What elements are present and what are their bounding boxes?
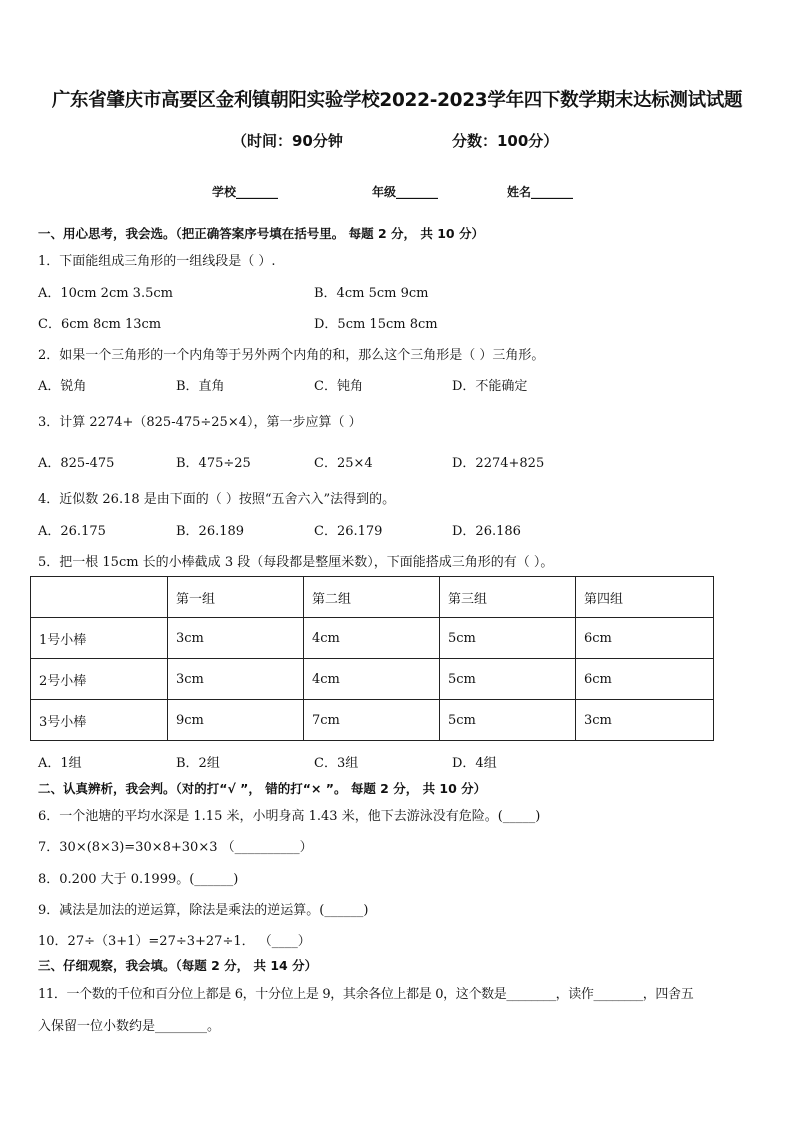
q3-option-b: B．475÷25 xyxy=(176,456,251,471)
table-header-cell: 第二组 xyxy=(304,577,440,618)
table-row xyxy=(31,659,714,700)
q1-option-b: B．4cm 5cm 9cm xyxy=(314,286,429,301)
question-7: 7．30×(8×3)=30×8+30×3 （__________） xyxy=(38,840,313,855)
table-cell: 3号小棒 xyxy=(31,700,168,741)
table-header-cell: 第一组 xyxy=(168,577,304,618)
table-row xyxy=(31,618,714,659)
q4-option-d: D．26.186 xyxy=(452,524,521,539)
question-11-continued: 入保留一位小数约是________。 xyxy=(38,1019,221,1034)
table-header-cell xyxy=(31,577,168,618)
table-cell: 6cm xyxy=(576,659,714,700)
question-1: 1．下面能组成三角形的一组线段是（ ）. xyxy=(38,254,276,269)
name-field: 姓名_______ xyxy=(507,185,574,199)
stick-table xyxy=(30,576,714,741)
q4-option-c: C．26.179 xyxy=(314,524,383,539)
section-2-heading: 二、认真辨析，我会判。（对的打“√ ”， 错的打“× ”。 每题 2 分， 共 10 分） xyxy=(38,781,487,796)
q3-option-a: A．825-475 xyxy=(38,456,115,471)
q5-option-d: D．4组 xyxy=(452,756,497,771)
question-4: 4．近似数 26.18 是由下面的（ ）按照“五舍六入”法得到的。 xyxy=(38,492,396,507)
table-header-cell: 第四组 xyxy=(576,577,714,618)
q4-option-a: A．26.175 xyxy=(38,524,106,539)
table-cell: 6cm xyxy=(576,618,714,659)
question-6: 6．一个池塘的平均水深是 1.15 米，小明身高 1.43 米，他下去游泳没有危险。(_____) xyxy=(38,809,541,824)
question-10: 10．27÷（3+1）=27÷3+27÷1． （____） xyxy=(38,934,311,949)
table-cell: 3cm xyxy=(168,659,304,700)
table-cell: 5cm xyxy=(440,700,576,741)
q2-option-c: C．钝角 xyxy=(314,379,363,394)
question-9: 9．减法是加法的逆运算，除法是乘法的逆运算。(______) xyxy=(38,903,369,918)
table-row xyxy=(31,700,714,741)
q1-option-c: C．6cm 8cm 13cm xyxy=(38,317,162,332)
question-5: 5．把一根 15cm 长的小棒截成 3 段（每段都是整厘米数），下面能搭成三角形的有（ ）。 xyxy=(38,555,554,570)
q1-option-a: A．10cm 2cm 3.5cm xyxy=(38,286,173,301)
table-cell: 9cm xyxy=(168,700,304,741)
question-11: 11．一个数的千位和百分位上都是 6，十分位上是 9，其余各位上都是 0，这个数是________，读作________，四舍五 xyxy=(38,987,694,1002)
question-3: 3．计算 2274+（825-475÷25×4），第一步应算（ ） xyxy=(38,415,362,430)
table-header-cell: 第三组 xyxy=(440,577,576,618)
table-cell: 7cm xyxy=(304,700,440,741)
table-cell: 3cm xyxy=(576,700,714,741)
page-title: 广东省肇庆市高要区金利镇朝阳实验学校2022-2023学年四下数学期末达标测试试题 xyxy=(51,90,743,111)
q2-option-b: B．直角 xyxy=(176,379,225,394)
q1-option-d: D．5cm 15cm 8cm xyxy=(314,317,438,332)
exam-score: 分数：100分） xyxy=(452,132,559,150)
q2-option-a: A．锐角 xyxy=(38,379,87,394)
q5-option-a: A．1组 xyxy=(38,756,82,771)
q5-option-b: B．2组 xyxy=(176,756,220,771)
question-8: 8．0.200 大于 0.1999。(______) xyxy=(38,872,239,887)
table-cell: 3cm xyxy=(168,618,304,659)
q2-option-d: D．不能确定 xyxy=(452,379,528,394)
table-cell: 2号小棒 xyxy=(31,659,168,700)
table-cell: 5cm xyxy=(440,659,576,700)
exam-time: （时间：90分钟 xyxy=(232,132,343,150)
q3-option-d: D．2274+825 xyxy=(452,456,545,471)
q3-option-c: C．25×4 xyxy=(314,456,373,471)
table-cell: 1号小棒 xyxy=(31,618,168,659)
school-field: 学校_______ xyxy=(212,185,279,199)
table-cell: 4cm xyxy=(304,659,440,700)
section-1-heading: 一、用心思考，我会选。（把正确答案序号填在括号里。 每题 2 分， 共 10 分） xyxy=(38,226,484,241)
question-2: 2．如果一个三角形的一个内角等于另外两个内角的和，那么这个三角形是（ ）三角形。 xyxy=(38,348,545,363)
q4-option-b: B．26.189 xyxy=(176,524,245,539)
table-cell: 5cm xyxy=(440,618,576,659)
grade-field: 年级_______ xyxy=(372,185,439,199)
table-cell: 4cm xyxy=(304,618,440,659)
section-3-heading: 三、仔细观察，我会填。（每题 2 分， 共 14 分） xyxy=(38,958,318,973)
q5-option-c: C．3组 xyxy=(314,756,359,771)
table-header-row xyxy=(31,577,714,618)
